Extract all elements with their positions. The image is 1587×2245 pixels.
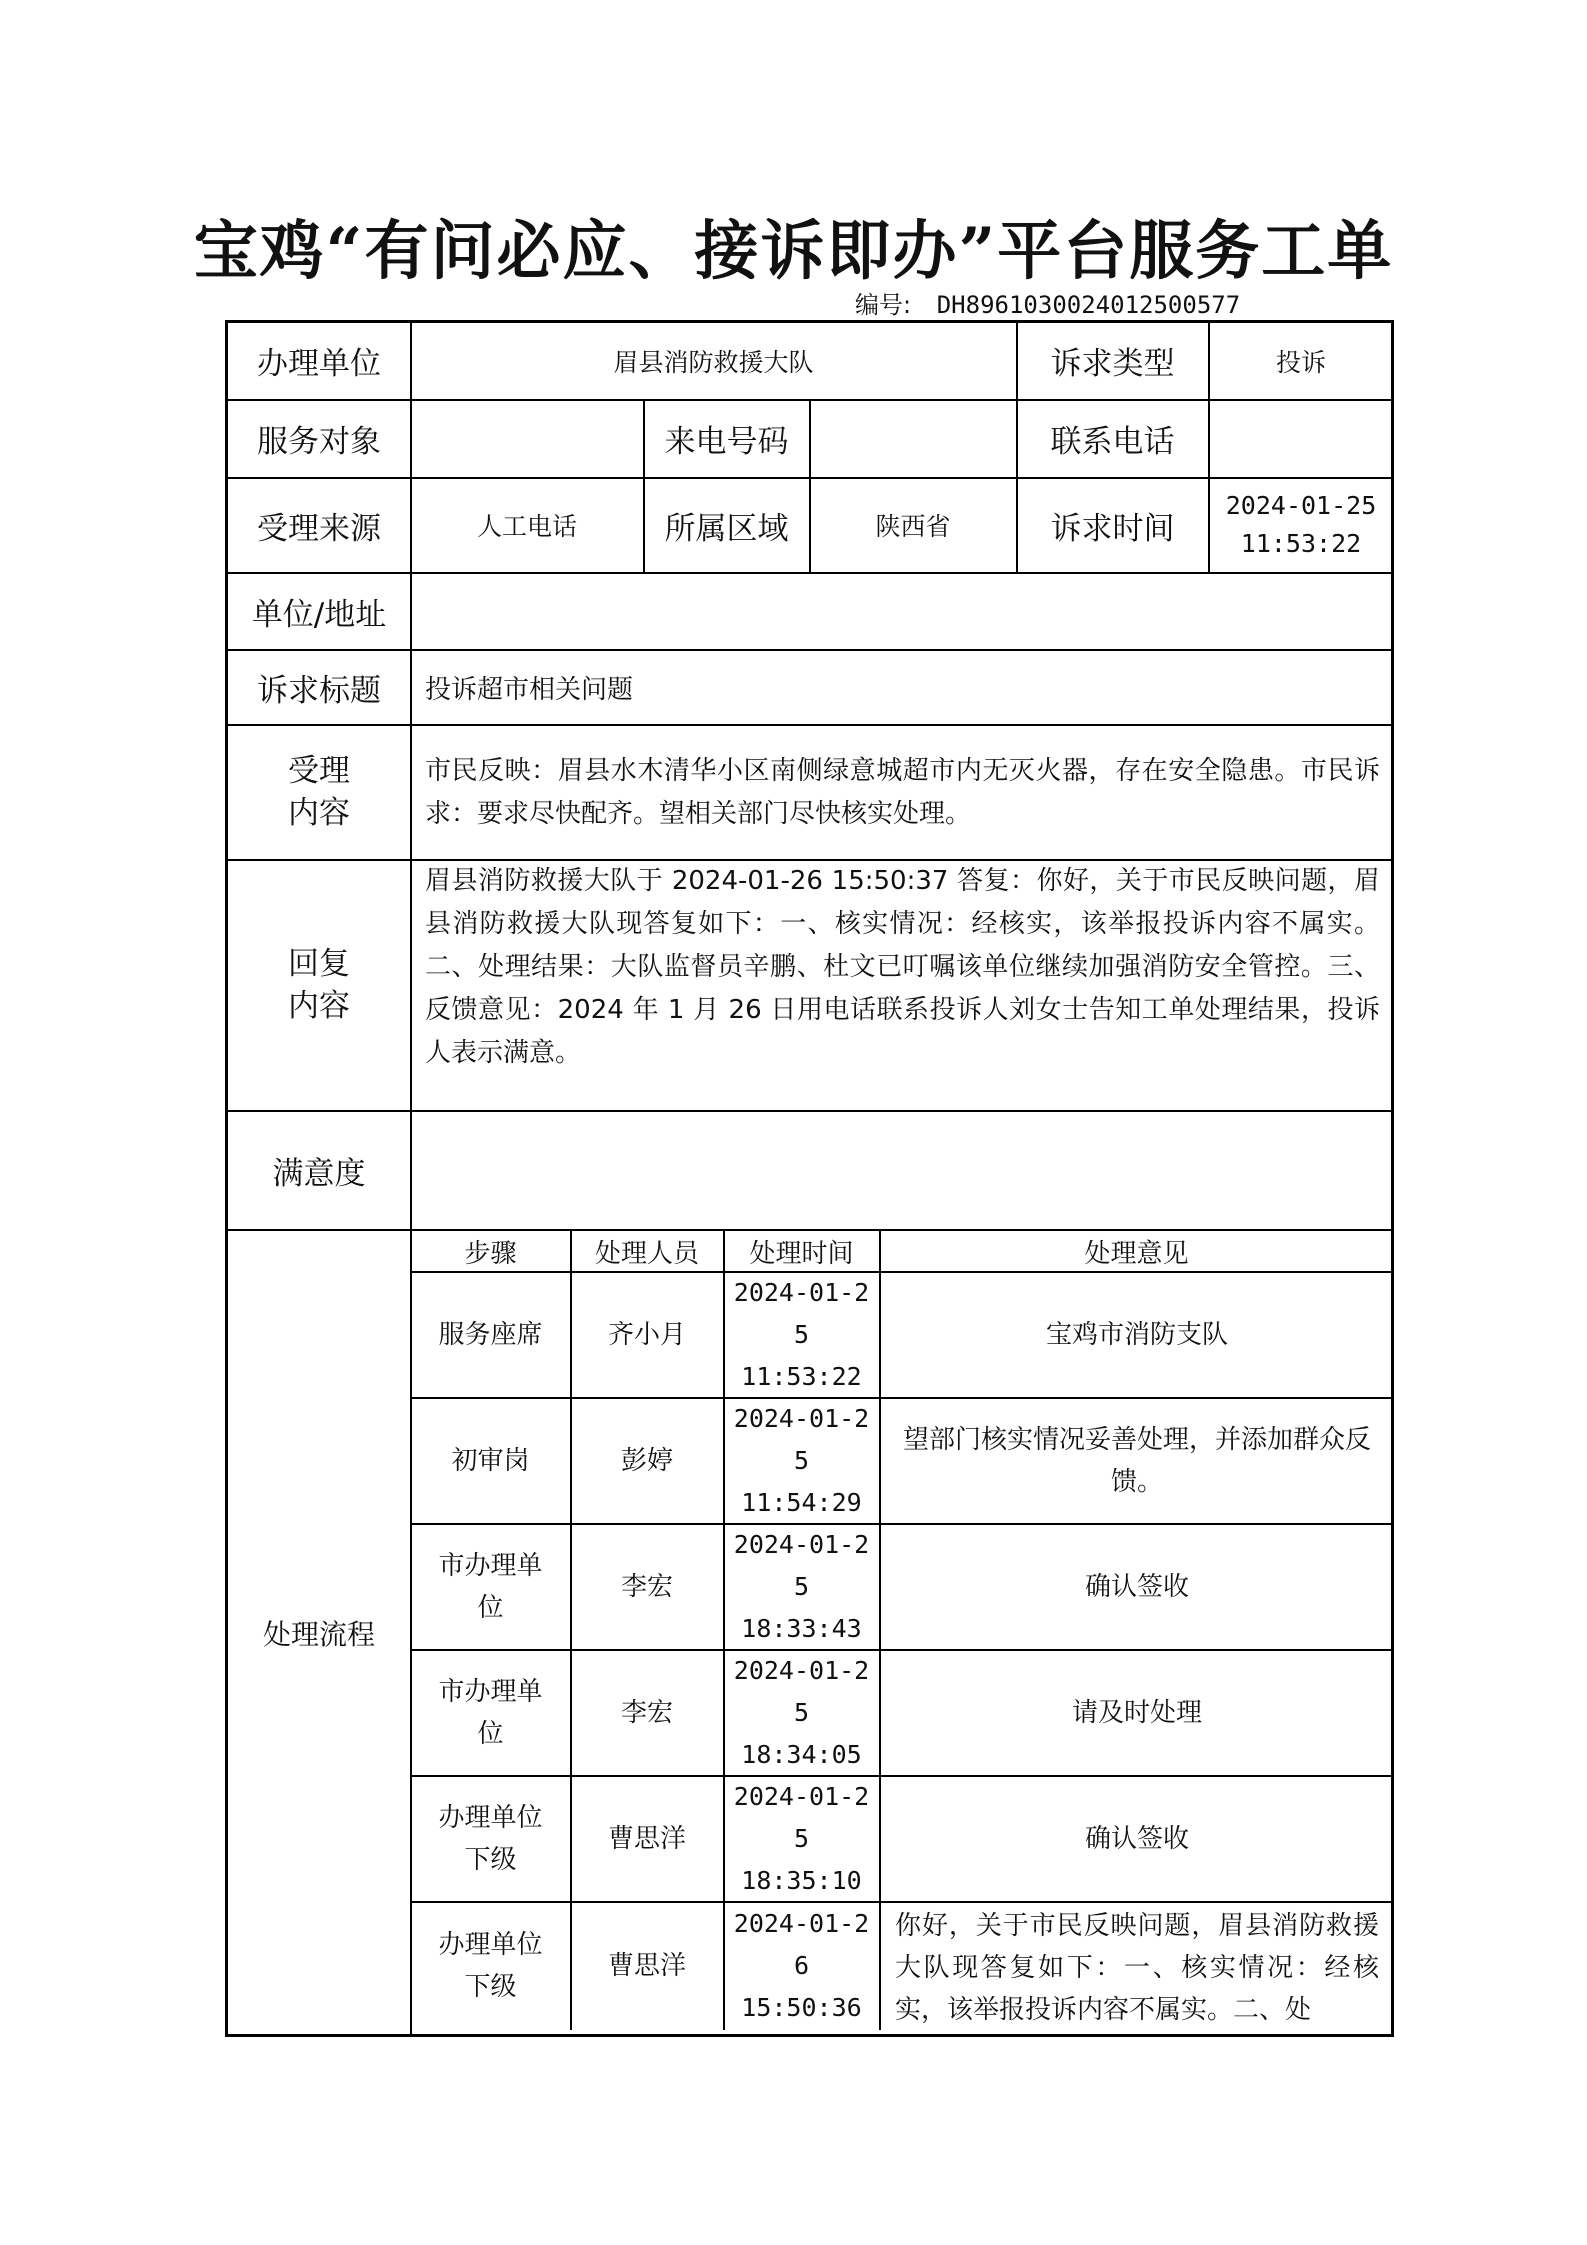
- process-row-step: [411, 1650, 570, 1775]
- address-value: [425, 573, 1380, 649]
- time-line-2: 5: [793, 1823, 810, 1853]
- content-value: 市民反映：眉县水木清华小区南侧绿意城超市内无灭火器，存在安全隐患。市民诉求：要求尽快配齐。望相关部门尽快核实处理。: [425, 756, 1380, 829]
- time-line-3: 18:33:43: [741, 1613, 862, 1643]
- contact-phone-value: [1209, 400, 1393, 477]
- time-line-1: 2024-01-2: [733, 1403, 870, 1433]
- process-row-time: [724, 1272, 879, 1397]
- satisfaction-value: [411, 1111, 1393, 1229]
- caller-number-label: 来电号码: [664, 424, 789, 460]
- contact-phone-label: 联系电话: [1050, 424, 1175, 460]
- serial-number-line: [855, 285, 1240, 320]
- process-row-opinion: 确认签收: [1084, 1823, 1189, 1854]
- source-value: 人工电话: [476, 512, 577, 541]
- process-row-person: 李宏: [620, 1571, 673, 1602]
- document-title: 宝鸡“有问必应、接诉即办”平台服务工单: [193, 214, 1394, 289]
- process-row-person: 曹思洋: [607, 1951, 686, 1981]
- request-time-clock: 11:53:22: [1240, 529, 1362, 558]
- process-row-step: [411, 1398, 570, 1523]
- subject-value: 投诉超市相关问题: [425, 674, 634, 705]
- process-row-step: [411, 1776, 570, 1901]
- region-label: 所属区域: [664, 510, 789, 547]
- content-label-line-2: 内容: [288, 795, 350, 831]
- time-line-2: 5: [793, 1571, 810, 1601]
- process-row-person: 齐小月: [607, 1319, 686, 1350]
- process-label: 处理流程: [262, 1617, 375, 1651]
- handling-unit-label: 办理单位: [257, 346, 381, 382]
- request-time-date: 2024-01-25: [1225, 491, 1377, 520]
- time-line-1: 2024-01-2: [733, 1781, 870, 1811]
- reply-label-line-1: 回复: [288, 946, 350, 982]
- time-line-1: 2024-01-2: [733, 1655, 870, 1685]
- time-line-3: 11:54:29: [741, 1487, 862, 1517]
- process-header-opinion: 处理意见: [1084, 1238, 1189, 1269]
- time-line-2: 5: [793, 1697, 810, 1727]
- request-type-label: 诉求类型: [1050, 346, 1175, 382]
- process-row-opinion: 宝鸡市消防支队: [1045, 1319, 1228, 1350]
- step-line-1: 市办理单: [438, 1676, 543, 1707]
- process-row-time: [724, 1902, 879, 2030]
- step-line-1: 市办理单: [438, 1550, 543, 1581]
- reply-value: 眉县消防救援大队于 2024-01-26 15:50:37 答复：你好，关于市民反映问题，眉县消防救援大队现答复如下：一、核实情况：经核实，该举报投诉内容不属实。二、处理结果：大队监督员辛鹏、杜文已叮嘱该单位继续加强消防安全管控。三、反馈意见：2024 年 1 月 26 日用电话联系投诉人刘女士告知工单处理结果，投诉人表示满意。: [425, 866, 1380, 1068]
- process-row-person: 曹思洋: [607, 1823, 686, 1854]
- time-line-3: 18:35:10: [741, 1865, 862, 1895]
- service-target-value: [411, 400, 643, 477]
- step-line-1: 服务座席: [438, 1319, 543, 1350]
- caller-number-value: [810, 400, 1016, 477]
- reply-label-line-2: 内容: [288, 988, 350, 1024]
- step-line-2: 下级: [464, 1844, 517, 1875]
- address-label: 单位/地址: [251, 596, 387, 633]
- content-label-line-1: 受理: [288, 753, 350, 789]
- time-line-1: 2024-01-2: [733, 1909, 870, 1938]
- time-line-1: 2024-01-2: [733, 1277, 870, 1307]
- serial-number: DH8961030024012500577: [936, 291, 1241, 319]
- time-line-2: 5: [793, 1445, 810, 1475]
- process-row-person: 彭婷: [620, 1445, 673, 1476]
- step-line-1: 初审岗: [451, 1445, 530, 1476]
- process-header-time: 处理时间: [749, 1238, 854, 1269]
- step-line-2: 位: [477, 1718, 504, 1749]
- satisfaction-label: 满意度: [272, 1155, 366, 1192]
- content-label: [228, 725, 410, 859]
- handling-unit-value: 眉县消防救援大队: [613, 347, 814, 377]
- time-line-2: 5: [793, 1319, 810, 1349]
- process-row-step: [411, 1902, 570, 2030]
- time-line-3: 11:53:22: [741, 1361, 862, 1391]
- process-row-time: [724, 1524, 879, 1649]
- step-line-1: 办理单位: [438, 1930, 543, 1960]
- step-line-2: 下级: [464, 1972, 517, 2002]
- region-value: 陕西省: [875, 512, 951, 541]
- process-header-step: 步骤: [464, 1238, 517, 1269]
- process-row-time: [724, 1398, 879, 1523]
- process-row-opinion: 你好，关于市民反映问题，眉县消防救援大队现答复如下：一、核实情况：经核实，该举报投诉内容不属实。二、处: [895, 1911, 1379, 2025]
- reply-label: [228, 860, 410, 1110]
- process-row-opinion: 望部门核实情况妥善处理，并添加群众反馈。: [902, 1424, 1371, 1497]
- serial-label: 编号:: [855, 291, 912, 319]
- process-row-step: [411, 1524, 570, 1649]
- source-label: 受理来源: [257, 510, 381, 547]
- process-row-opinion: 请及时处理: [1071, 1697, 1202, 1728]
- process-row-time: [724, 1650, 879, 1775]
- step-line-1: 办理单位: [438, 1802, 543, 1833]
- rule: [879, 1230, 881, 2030]
- time-line-3: 18:34:05: [741, 1739, 862, 1769]
- process-header-person: 处理人员: [594, 1238, 699, 1269]
- request-time-value: [1209, 478, 1393, 572]
- request-time-label: 诉求时间: [1050, 510, 1175, 547]
- time-line-2: 6: [793, 1951, 810, 1980]
- service-target-label: 服务对象: [257, 424, 381, 460]
- step-line-2: 位: [477, 1592, 504, 1623]
- process-row-person: 李宏: [620, 1697, 673, 1728]
- process-row-step: [411, 1272, 570, 1397]
- time-line-3: 15:50:36: [741, 1993, 862, 2022]
- request-type-value: 投诉: [1275, 347, 1326, 377]
- time-line-1: 2024-01-2: [733, 1529, 870, 1559]
- process-row-opinion: 确认签收: [1084, 1571, 1189, 1602]
- process-row-time: [724, 1776, 879, 1901]
- subject-label: 诉求标题: [257, 672, 381, 709]
